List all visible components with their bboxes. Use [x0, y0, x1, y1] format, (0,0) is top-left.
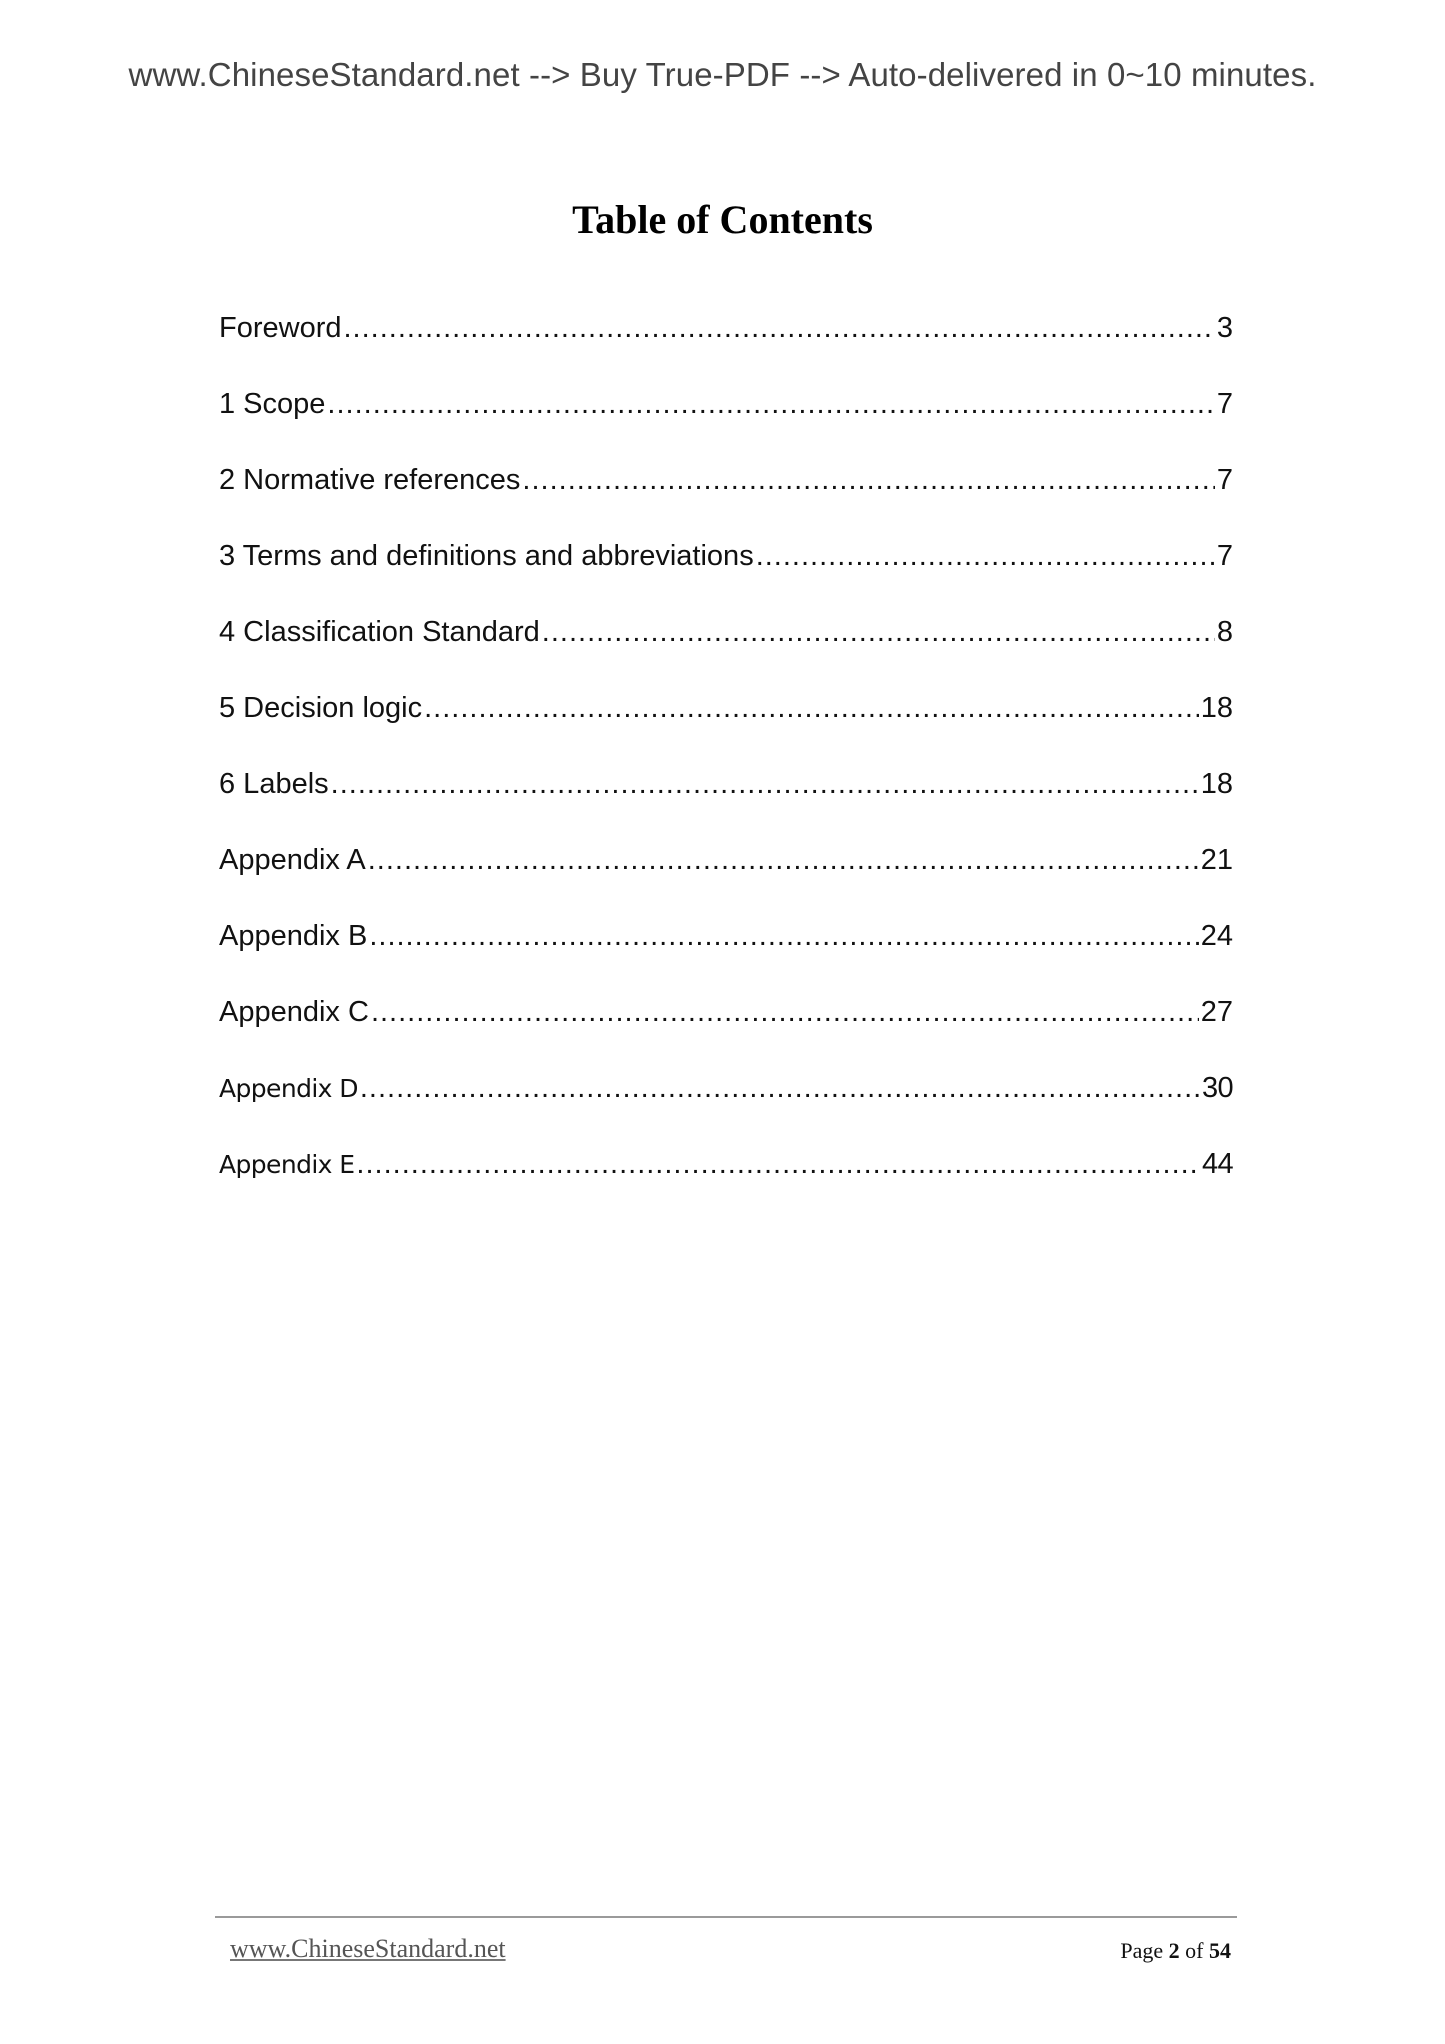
toc-entry-page: 24 [1200, 920, 1233, 952]
toc-entry-foreword[interactable] [219, 312, 1233, 388]
toc-entry-label: Appendix B [219, 920, 368, 952]
toc-entry-appendix-a[interactable] [219, 844, 1233, 920]
toc-entry-scope[interactable] [219, 388, 1233, 464]
toc-entry-page: 3 [1216, 312, 1233, 344]
page-title: Table of Contents [572, 197, 873, 242]
dot-leader [371, 996, 1199, 1029]
toc-entry-label: 5 Decision logic [219, 692, 423, 724]
toc-entry-appendix-c[interactable] [219, 996, 1233, 1072]
page-total: 54 [1209, 1938, 1231, 1963]
toc-entry-appendix-b[interactable] [219, 920, 1233, 996]
toc-list [219, 312, 1233, 1224]
dot-leader [327, 388, 1214, 421]
page-prefix: Page [1120, 1938, 1164, 1963]
toc-entry-page: 21 [1200, 844, 1233, 876]
toc-entry-page: 18 [1200, 768, 1233, 800]
dot-leader [356, 1148, 1200, 1181]
page-number [1120, 1938, 1231, 1964]
toc-entry-page: 44 [1201, 1148, 1233, 1180]
toc-entry-label: 1 Scope [219, 388, 326, 420]
page-of: of [1185, 1938, 1204, 1963]
dot-leader [368, 844, 1199, 877]
toc-entry-label: Appendix C [219, 996, 369, 1028]
toc-entry-page: 27 [1200, 996, 1233, 1028]
toc-entry-appendix-e[interactable] [219, 1148, 1233, 1224]
dot-leader [331, 768, 1199, 801]
toc-entry-label: 2 Normative references [219, 464, 521, 496]
toc-entry-label: Foreword [219, 312, 342, 344]
toc-entry-page: 8 [1216, 616, 1233, 648]
toc-entry-page: 7 [1216, 388, 1233, 420]
dot-leader [756, 540, 1215, 573]
toc-entry-label: Appendix E [219, 1150, 355, 1179]
toc-entry-page: 18 [1200, 692, 1233, 724]
dot-leader [522, 464, 1214, 497]
toc-entry-label: 4 Classification Standard [219, 616, 540, 648]
footer-divider [215, 1916, 1237, 1918]
dot-leader [542, 616, 1215, 649]
toc-entry-label: Appendix D [219, 1074, 358, 1103]
toc-entry-page: 7 [1216, 540, 1233, 572]
top-banner-link[interactable]: www.ChineseStandard.net --> Buy True-PDF --> Auto-delivered in 0~10 minutes. [128, 56, 1317, 93]
toc-entry-page: 7 [1216, 464, 1233, 496]
toc-entry-terms-definitions[interactable] [219, 540, 1233, 616]
toc-entry-normative-references[interactable] [219, 464, 1233, 540]
toc-entry-classification-standard[interactable] [219, 616, 1233, 692]
footer-site-link[interactable]: www.ChineseStandard.net [230, 1934, 506, 1963]
dot-leader [360, 1072, 1200, 1105]
dot-leader [344, 312, 1215, 345]
toc-entry-labels[interactable] [219, 768, 1233, 844]
dot-leader [424, 692, 1199, 725]
toc-entry-decision-logic[interactable] [219, 692, 1233, 768]
toc-entry-label: 6 Labels [219, 768, 329, 800]
toc-entry-page: 30 [1201, 1072, 1233, 1104]
dot-leader [369, 920, 1198, 953]
toc-entry-label: Appendix A [219, 844, 366, 876]
toc-entry-label: 3 Terms and definitions and abbreviations [219, 540, 754, 572]
toc-entry-appendix-d[interactable] [219, 1072, 1233, 1148]
page-current: 2 [1168, 1938, 1180, 1963]
